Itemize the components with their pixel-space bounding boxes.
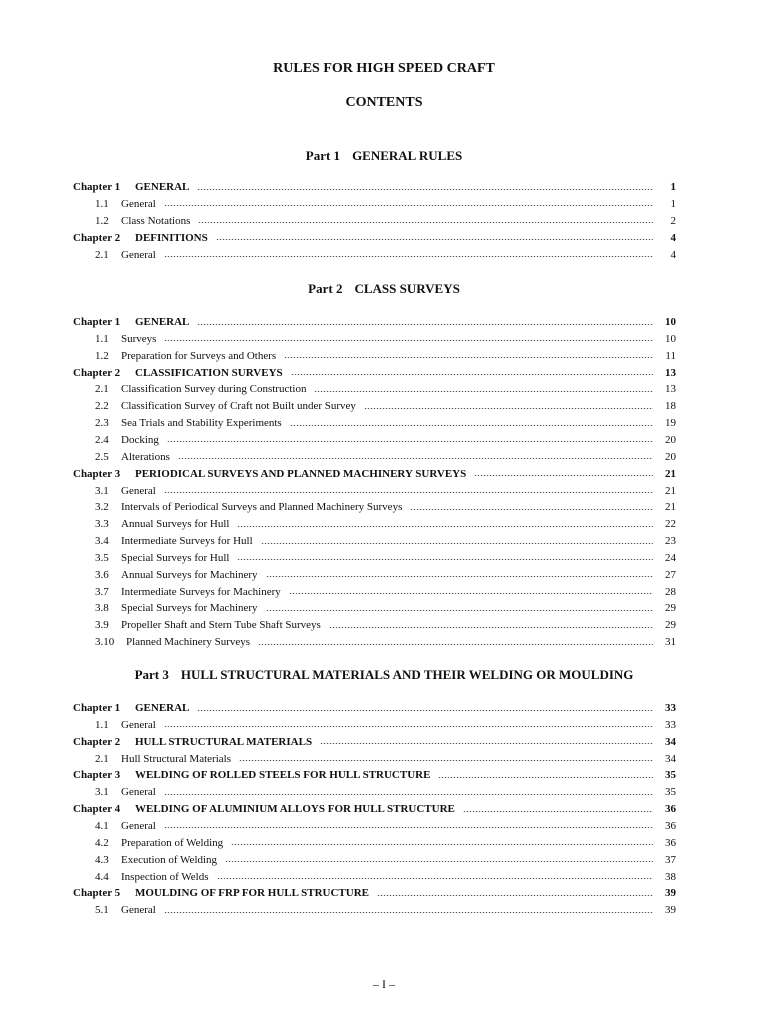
toc-section-entry[interactable]: [73, 415, 676, 431]
toc-chapter-entry[interactable]: [73, 700, 676, 716]
toc-section-entry[interactable]: [73, 247, 676, 263]
entry-title: Classification Survey during Construction: [121, 383, 307, 396]
entry-page-number: 29: [665, 619, 676, 632]
entry-title: Intermediate Surveys for Machinery: [121, 585, 281, 598]
entry-title: Preparation of Welding: [121, 836, 224, 849]
entry-page-number: 39: [665, 904, 676, 917]
entry-page-number: 24: [665, 551, 676, 564]
entry-number: Chapter 4: [73, 803, 121, 816]
entry-title: DEFINITIONS: [135, 231, 208, 244]
entry-page-number: 18: [665, 400, 676, 413]
entry-title: General: [121, 904, 156, 917]
part-number: Part 2: [308, 281, 343, 296]
entry-number: 2.1: [95, 383, 109, 396]
entry-title: Classification Survey of Craft not Built under Survey: [121, 400, 356, 413]
entry-number: 4.3: [95, 853, 109, 866]
dot-leader: [164, 492, 653, 493]
entry-title: Class Notations: [121, 214, 191, 227]
dot-leader: [164, 256, 653, 257]
toc-section-entry[interactable]: [73, 634, 676, 650]
entry-title: General: [121, 718, 156, 731]
entry-number: 3.3: [95, 518, 109, 531]
entry-page-number: 2: [670, 214, 676, 227]
toc-chapter-entry[interactable]: [73, 885, 676, 901]
entry-page-number: 1: [670, 181, 676, 193]
dot-leader: [266, 576, 653, 577]
entry-number: 3.2: [95, 501, 109, 514]
dot-leader: [164, 794, 653, 795]
dot-leader: [314, 391, 653, 392]
entry-page-number: 28: [665, 585, 676, 598]
dot-leader: [167, 441, 653, 442]
entry-number: 4.2: [95, 836, 109, 849]
toc-section-entry[interactable]: [73, 381, 676, 397]
entry-title: Annual Surveys for Machinery: [121, 568, 258, 581]
dot-leader: [438, 777, 653, 778]
contents-heading: CONTENTS: [345, 95, 423, 110]
toc-section-entry[interactable]: [73, 331, 676, 347]
entry-number: Chapter 3: [73, 769, 121, 782]
entry-number: 4.4: [95, 870, 109, 883]
toc-section-entry[interactable]: [73, 499, 676, 515]
toc-section-entry[interactable]: [73, 818, 676, 834]
entry-page-number: 31: [665, 636, 676, 649]
entry-number: Chapter 5: [73, 887, 121, 900]
part-title: GENERAL RULES: [352, 148, 463, 163]
entry-page-number: 20: [665, 450, 676, 463]
entry-page-number: 33: [665, 702, 676, 714]
entry-page-number: 35: [665, 786, 676, 799]
dot-leader: [231, 844, 653, 845]
part-heading: [0, 667, 768, 683]
toc-section-entry[interactable]: [73, 784, 676, 800]
toc-section-entry[interactable]: [73, 449, 676, 465]
dot-leader: [377, 895, 653, 896]
entry-title: HULL STRUCTURAL MATERIALS: [135, 735, 313, 748]
toc-chapter-entry[interactable]: [73, 179, 676, 195]
entry-number: 2.1: [95, 248, 109, 261]
dot-leader: [410, 509, 653, 510]
entry-page-number: 23: [665, 535, 676, 548]
part-number: Part 3: [134, 667, 169, 682]
dot-leader: [364, 408, 653, 409]
toc-chapter-entry[interactable]: [73, 734, 676, 750]
part-title: HULL STRUCTURAL MATERIALS AND THEIR WELDING OR MOULDING: [180, 667, 634, 682]
dot-leader: [237, 526, 653, 527]
entry-number: 3.1: [95, 484, 109, 497]
entry-number: 2.2: [95, 400, 109, 413]
toc-section-entry[interactable]: [73, 835, 676, 851]
toc-section-entry[interactable]: [73, 196, 676, 212]
entry-number: Chapter 2: [73, 231, 121, 244]
dot-leader: [463, 811, 653, 812]
entry-number: 1.2: [95, 214, 109, 227]
entry-page-number: 21: [665, 467, 676, 480]
entry-page-number: 21: [665, 484, 676, 497]
entry-page-number: 35: [665, 769, 676, 782]
entry-title: CLASSIFICATION SURVEYS: [135, 366, 283, 379]
entry-number: Chapter 2: [73, 366, 121, 379]
entry-title: Execution of Welding: [121, 853, 218, 866]
entry-title: General: [121, 248, 156, 261]
entry-page-number: 34: [665, 735, 676, 748]
entry-title: GENERAL: [135, 316, 190, 328]
entry-number: 1.1: [95, 197, 109, 210]
toc-section-entry[interactable]: [73, 584, 676, 600]
toc-chapter-entry[interactable]: [73, 230, 676, 246]
toc-chapter-entry[interactable]: [73, 801, 676, 817]
entry-page-number: 37: [665, 853, 676, 866]
toc-section-entry[interactable]: [73, 852, 676, 868]
entry-number: 4.1: [95, 819, 109, 832]
entry-title: Inspection of Welds: [121, 870, 209, 883]
entry-page-number: 10: [665, 332, 676, 345]
dot-leader: [197, 189, 653, 190]
entry-page-number: 34: [665, 752, 676, 765]
dot-leader: [329, 627, 653, 628]
entry-number: 5.1: [95, 904, 109, 917]
dot-leader: [216, 239, 653, 240]
dot-leader: [197, 324, 653, 325]
dot-leader: [266, 610, 653, 611]
entry-title: Hull Structural Materials: [121, 752, 231, 765]
entry-number: 3.4: [95, 535, 109, 548]
entry-title: WELDING OF ROLLED STEELS FOR HULL STRUCTURE: [135, 769, 431, 782]
toc-section-entry[interactable]: [73, 213, 676, 229]
dot-leader: [164, 726, 653, 727]
entry-number: 1.2: [95, 349, 109, 362]
entry-title: Preparation for Surveys and Others: [121, 349, 277, 362]
dot-leader: [217, 878, 653, 879]
entry-number: Chapter 1: [73, 181, 121, 193]
part-title: CLASS SURVEYS: [354, 281, 460, 296]
dot-leader: [178, 458, 653, 459]
dot-leader: [239, 760, 653, 761]
entry-page-number: 22: [665, 518, 676, 531]
toc-section-entry[interactable]: [73, 398, 676, 414]
entry-number: 3.9: [95, 619, 109, 632]
toc-section-entry[interactable]: [73, 567, 676, 583]
entry-number: 3.10: [95, 636, 115, 649]
entry-page-number: 4: [670, 248, 676, 261]
entry-title: General: [121, 484, 156, 497]
part-number: Part 1: [305, 148, 341, 163]
entry-title: Alterations: [121, 450, 170, 463]
entry-number: 3.8: [95, 602, 109, 615]
toc-section-entry[interactable]: [73, 516, 676, 532]
toc-section-entry[interactable]: [73, 550, 676, 566]
entry-title: Special Surveys for Machinery: [121, 602, 258, 615]
dot-leader: [164, 340, 653, 341]
entry-number: 2.3: [95, 417, 109, 430]
entry-number: Chapter 1: [73, 702, 121, 714]
dot-leader: [290, 425, 653, 426]
entry-number: 2.5: [95, 450, 109, 463]
dot-leader: [261, 543, 653, 544]
dot-leader: [258, 644, 653, 645]
entry-title: Surveys: [121, 332, 157, 345]
entry-title: Annual Surveys for Hull: [121, 518, 230, 531]
dot-leader: [289, 593, 653, 594]
entry-page-number: 33: [665, 718, 676, 731]
entry-number: Chapter 3: [73, 467, 121, 480]
entry-page-number: 29: [665, 602, 676, 615]
entry-page-number: 36: [665, 803, 676, 816]
entry-number: Chapter 1: [73, 316, 121, 328]
entry-number: 3.5: [95, 551, 109, 564]
dot-leader: [320, 743, 653, 744]
entry-number: Chapter 2: [73, 735, 121, 748]
entry-page-number: 19: [665, 417, 676, 430]
toc-section-entry[interactable]: [73, 483, 676, 499]
entry-title: MOULDING OF FRP FOR HULL STRUCTURE: [135, 887, 369, 900]
dot-leader: [237, 559, 653, 560]
entry-title: General: [121, 786, 156, 799]
entry-page-number: 11: [665, 349, 676, 362]
part-heading: [0, 281, 768, 297]
entry-number: 3.6: [95, 568, 109, 581]
toc-section-entry[interactable]: [73, 902, 676, 918]
entry-page-number: 39: [665, 887, 676, 900]
entry-title: GENERAL: [135, 702, 190, 714]
entry-number: 3.1: [95, 786, 109, 799]
toc-section-entry[interactable]: [73, 600, 676, 616]
entry-number: 1.1: [95, 332, 109, 345]
dot-leader: [284, 357, 653, 358]
toc-chapter-entry[interactable]: [73, 466, 676, 482]
dot-leader: [164, 912, 653, 913]
entry-page-number: 1: [670, 197, 676, 210]
toc-section-entry[interactable]: [73, 751, 676, 767]
dot-leader: [225, 861, 653, 862]
entry-title: Sea Trials and Stability Experiments: [121, 417, 282, 430]
entry-title: PERIODICAL SURVEYS AND PLANNED MACHINERY SURVEYS: [135, 467, 467, 480]
entry-number: 2.4: [95, 433, 109, 446]
entry-title: General: [121, 819, 156, 832]
entry-title: Planned Machinery Surveys: [126, 636, 251, 649]
entry-title: Intermediate Surveys for Hull: [121, 535, 253, 548]
toc-section-entry[interactable]: [73, 533, 676, 549]
toc-section-entry[interactable]: [73, 717, 676, 733]
toc-section-entry[interactable]: [73, 432, 676, 448]
toc-section-entry[interactable]: [73, 617, 676, 633]
entry-page-number: 13: [665, 383, 676, 396]
part-heading: [0, 148, 768, 164]
entry-page-number: 27: [665, 568, 676, 581]
entry-page-number: 4: [670, 231, 676, 244]
toc-chapter-entry[interactable]: [73, 365, 676, 381]
entry-number: 3.7: [95, 585, 109, 598]
entry-title: Special Surveys for Hull: [121, 551, 230, 564]
toc-section-entry[interactable]: [73, 348, 676, 364]
entry-title: Propeller Shaft and Stern Tube Shaft Surveys: [121, 619, 321, 632]
entry-title: Intervals of Periodical Surveys and Planned Machinery Surveys: [121, 501, 403, 514]
entry-title: Docking: [121, 433, 159, 446]
entry-page-number: 21: [665, 501, 676, 514]
entry-title: WELDING OF ALUMINIUM ALLOYS FOR HULL STRUCTURE: [135, 803, 455, 816]
entry-page-number: 10: [665, 316, 676, 328]
dot-leader: [164, 205, 653, 206]
toc-section-entry[interactable]: [73, 869, 676, 885]
entry-page-number: 20: [665, 433, 676, 446]
document-title: RULES FOR HIGH SPEED CRAFT: [273, 61, 495, 76]
entry-title: General: [121, 197, 156, 210]
dot-leader: [474, 475, 653, 476]
entry-number: 2.1: [95, 752, 109, 765]
entry-title: GENERAL: [135, 181, 190, 193]
page-footer: – I –: [373, 977, 395, 991]
entry-page-number: 36: [665, 836, 676, 849]
dot-leader: [197, 710, 653, 711]
entry-number: 1.1: [95, 718, 109, 731]
dot-leader: [198, 222, 653, 223]
entry-page-number: 38: [665, 870, 676, 883]
toc-chapter-entry[interactable]: [73, 314, 676, 330]
entry-page-number: 13: [665, 366, 676, 379]
toc-chapter-entry[interactable]: [73, 767, 676, 783]
dot-leader: [291, 374, 653, 375]
entry-page-number: 36: [665, 819, 676, 832]
dot-leader: [164, 827, 653, 828]
